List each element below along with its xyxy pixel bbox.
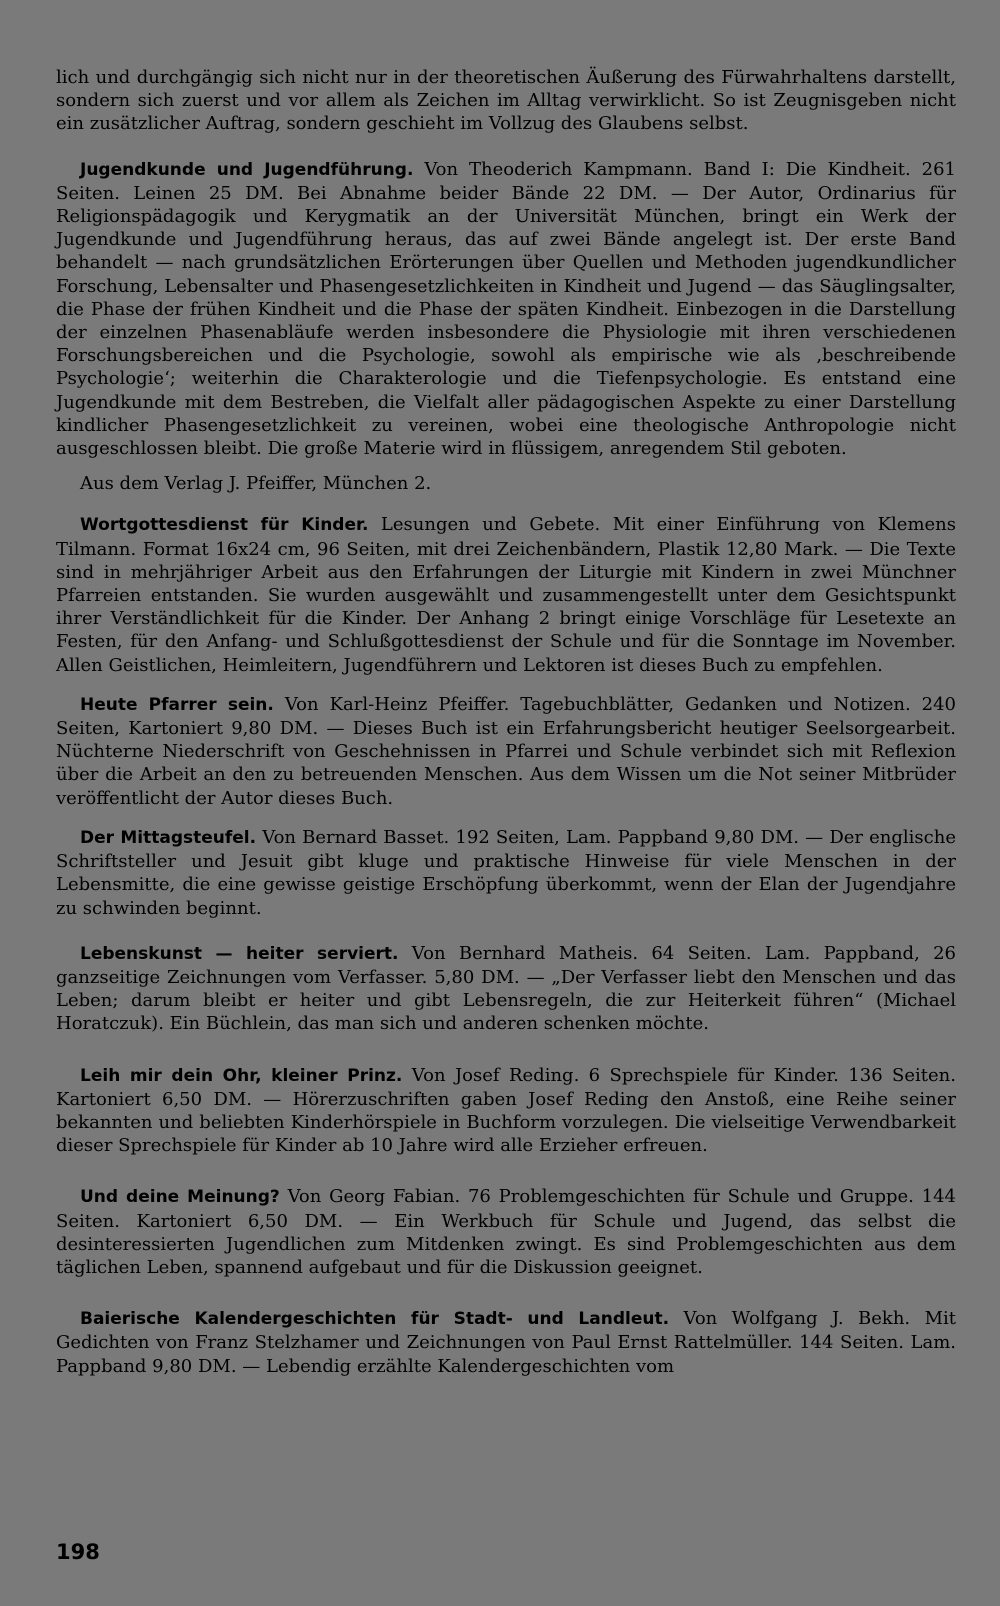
continuation-paragraph: [56, 66, 956, 136]
review-text: Von Wolfgang J. Bekh. Mit Gedichten von Franz Stelzhamer und Zeichnungen von Paul Ernst Rattelmüller. 144 Seiten. Lam. Pappband 9,80 DM. — Lebendig erzählte Kalendergeschichten vom: [56, 1308, 957, 1377]
review-text: Von Josef Reding. 6 Sprechspiele für Kinder. 136 Seiten. Kartoniert 6,50 DM. — Hörerzuschriften gaben Josef Reding den Anstoß, eine Reihe seiner bekannten und beliebten Kinderhörspiele in Buchform vorzulegen. Die vielseitige Verwendbarkeit dieser Sprechspiele für Kinder ab 10 Jahre wird alle Erzieher erfreuen.: [56, 1064, 956, 1157]
review-text: Lesungen und Gebete. Mit einer Einführung von Klemens Tilmann. Format 16x24 cm, 96 Seiten, mit drei Zeichenbändern, Plastik 12,80 Mark. — Die Texte sind in mehrjähriger Arbeit aus den Erfahrungen der Liturgie mit Kindern in zwei Münchner Pfarreien entstanden. Sie wurden ausgewählt und zusammengestellt unter dem Gesichtspunkt ihrer Verständlichkeit für die Kinder. Der Anhang 2 bringt einige Vorschläge für Lesetexte an Festen, für den Anfang- und Schlußgottesdienst der Schule und für die Sonntage im November. Allen Geistlichen, Heimleitern, Jugendführern und Lektoren ist dieses Buch zu empfehlen.: [56, 514, 956, 676]
text-column: [56, 66, 956, 1378]
book-title: Heute Pfarrer sein.: [80, 694, 274, 715]
review-heute-pfarrer: [56, 693, 956, 810]
review-jugendkunde: [56, 158, 956, 461]
review-baierische-kalendergeschichten: [56, 1307, 956, 1378]
book-title: Der Mittagsteufel.: [80, 827, 257, 848]
review-mittagsteufel: [56, 826, 956, 920]
publisher-text: Aus dem Verlag J. Pfeiffer, München 2.: [80, 473, 432, 495]
review-text: Von Georg Fabian. 76 Problemgeschichten für Schule und Gruppe. 144 Seiten. Kartoniert 6,50 DM. — Ein Werkbuch für Schule und Jugend, das selbst die desinteressierten Jugendlichen zum Mitdenken zwingt. Es sind Problemgeschichten aus dem täglichen Leben, spannend aufgebaut und für die Diskussion geeignet.: [56, 1186, 956, 1278]
review-wortgottesdienst: [56, 513, 956, 676]
review-text: Von Bernhard Matheis. 64 Seiten. Lam. Pappband, 26 ganzseitige Zeichnungen vom Verfasser. 5,80 DM. — „Der Verfasser liebt den Menschen und das Leben; darum bleibt er heiter und gibt Lebensregeln, die zur Heiterkeit führen“ (Michael Horatczuk). Ein Büchlein, das man sich und anderen schenken möchte.: [56, 942, 957, 1035]
review-text: Von Theoderich Kampmann. Band I: Die Kindheit. 261 Seiten. Leinen 25 DM. Bei Abnahme beider Bände 22 DM. — Der Autor, Ordinarius für Religionspädagogik und Kerygmatik an der Universität München, bringt ein Werk der Jugendkunde und Jugendführung heraus, das auf zwei Bände angelegt ist. Der erste Band behandelt — nach grundsätzlichen Erörterungen über Quellen und Methoden jugendkundlicher Forschung, Lebensalter und Phasengesetzlichkeiten in Kindheit und Jugend — das Säuglingsalter, die Phase der frühen Kindheit und die Phase der späten Kindheit. Einbezogen in die Darstellung der einzelnen Phasenabläufe werden insbesondere die Physiologie mit ihren verschiedenen Forschungsbereichen und die Psychologie, sowohl als empirische wie als ‚beschreibende Psychologie‘; weiterhin die Charakterologie und die Tiefenpsychologie. Es entstand eine Jugendkunde mit dem Bestreben, die Vielfalt aller pädagogischen Aspekte zu einer Darstellung kindlicher Phasengesetzlichkeit zu vereinen, wobei eine theologische Anthropologie nicht ausgeschlossen bleibt. Die große Materie wird in flüssigem, anregendem Stil geboten.: [56, 158, 956, 460]
paragraph-text: lich und durchgängig sich nicht nur in der theoretischen Äußerung des Fürwahrhaltens darstellt, sondern sich zuerst und vor allem als Zeichen im Alltag verwirklicht. So ist Zeugnisgeben nicht ein zusätzlicher Auftrag, sondern geschieht im Vollzug des Glaubens selbst.: [56, 67, 956, 135]
book-title: Jugendkunde und Jugendführung.: [80, 159, 414, 180]
book-title: Leih mir dein Ohr, kleiner Prinz.: [80, 1065, 403, 1086]
review-lebenskunst: [56, 942, 956, 1036]
review-text: Von Bernard Basset. 192 Seiten, Lam. Pappband 9,80 DM. — Der englische Schriftsteller und Jesuit gibt kluge und praktische Hinweise für viele Menschen in der Lebensmitte, die eine gewisse geistige Erschöpfung überkommt, wenn der Elan der Jugendjahre zu schwinden beginnt.: [56, 826, 956, 919]
book-title: Baierische Kalendergeschichten für Stadt- und Landleut.: [80, 1309, 670, 1330]
publisher-line: [56, 472, 956, 495]
page-number: 198: [56, 1540, 100, 1564]
book-title: Wortgottesdienst für Kinder.: [80, 515, 369, 536]
review-text: Von Karl-Heinz Pfeiffer. Tagebuchblätter, Gedanken und Notizen. 240 Seiten, Kartoniert 9,80 DM. — Dieses Buch ist ein Erfahrungsbericht heutiger Seelsorgearbeit. Nüchterne Niederschrift von Geschehnissen in Pfarrei und Schule verbindet sich mit Reflexion über die Arbeit an den zu betreuenden Menschen. Aus dem Wissen um die Not seiner Mitbrüder veröffentlicht der Autor dieses Buch.: [56, 693, 956, 809]
book-title: Lebenskunst — heiter serviert.: [80, 943, 399, 964]
book-title: Und deine Meinung?: [80, 1187, 280, 1208]
review-leih-mir-dein-ohr: [56, 1064, 956, 1158]
review-und-deine-meinung: [56, 1185, 956, 1279]
